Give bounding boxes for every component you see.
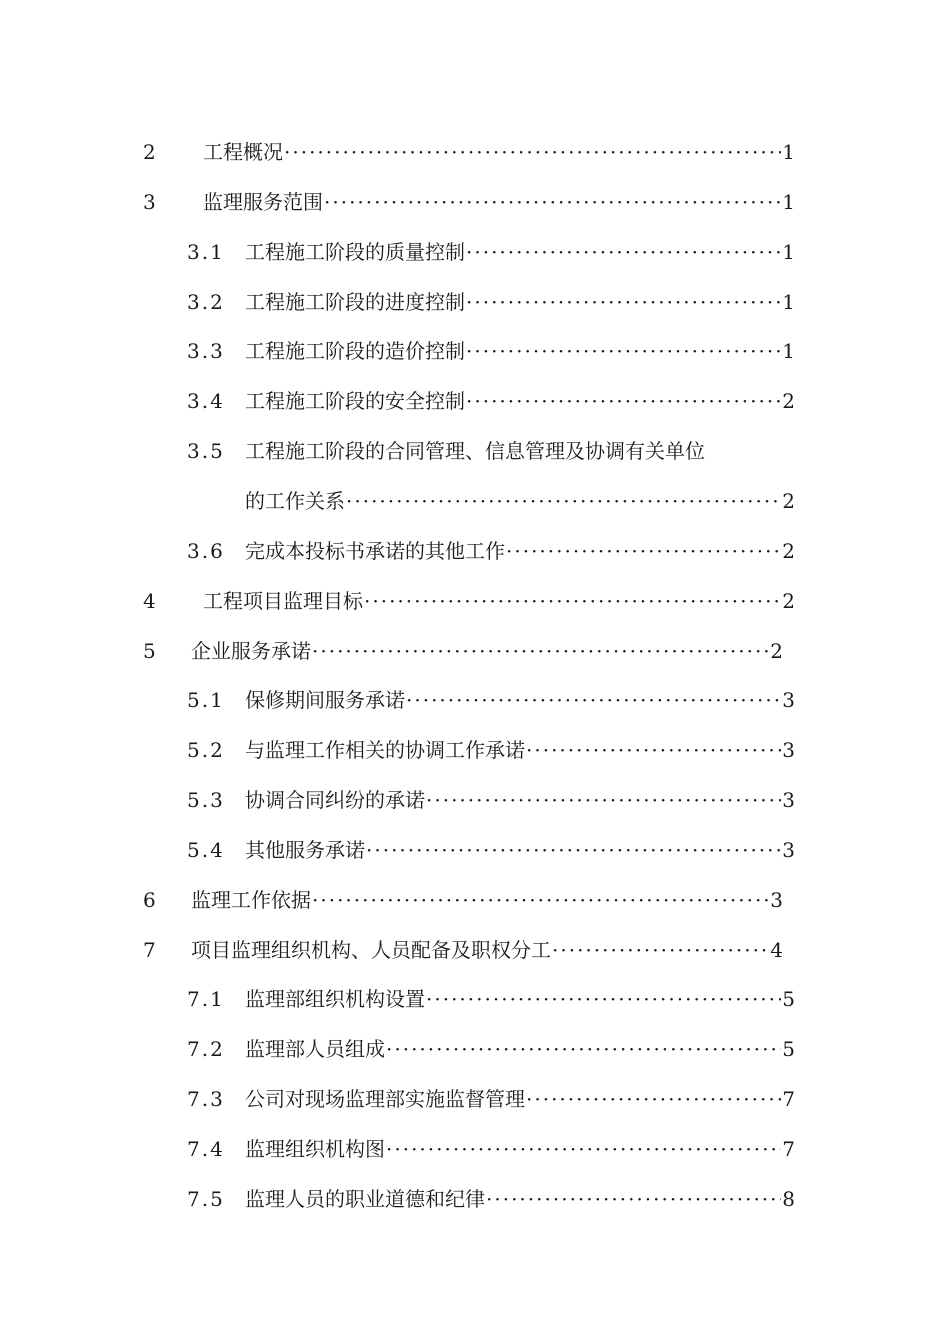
toc-entry-body xyxy=(245,1084,795,1114)
toc-entry-title: 监理工作依据 xyxy=(191,888,311,912)
toc-entry[interactable] xyxy=(0,785,950,815)
toc-entry-title: 工程施工阶段的造价控制 xyxy=(245,339,465,363)
toc-entry-number: 3.5 xyxy=(187,439,225,463)
toc-entry-number: 6 xyxy=(143,888,158,912)
toc-entry-number: 4 xyxy=(143,589,158,613)
toc-entry[interactable] xyxy=(0,636,950,666)
toc-entry-title: 工程概况 xyxy=(203,140,283,164)
toc-entry-body xyxy=(245,386,795,416)
toc-entry-body xyxy=(203,137,795,167)
toc-entry-body xyxy=(191,935,783,965)
toc-entry-title: 监理服务范围 xyxy=(203,190,323,214)
toc-entry-page: 3 xyxy=(782,688,795,712)
toc-entry-body xyxy=(245,835,795,865)
toc-entry-page: 2 xyxy=(782,539,795,563)
toc-entry-number: 3.4 xyxy=(187,389,225,413)
toc-entry[interactable] xyxy=(0,835,950,865)
toc-entry-title: 其他服务承诺 xyxy=(245,838,365,862)
toc-entry-number: 7.3 xyxy=(187,1087,225,1111)
toc-entry-page: 5 xyxy=(782,987,795,1011)
dot-leader xyxy=(426,785,781,815)
toc-entry[interactable] xyxy=(0,1034,950,1064)
toc-entry-page: 3 xyxy=(782,838,795,862)
toc-entry-body xyxy=(203,586,795,616)
dot-leader xyxy=(312,636,769,666)
toc-entry[interactable] xyxy=(0,336,950,366)
dot-leader xyxy=(426,984,781,1014)
toc-entry-body xyxy=(245,536,795,566)
toc-entry-body xyxy=(245,287,795,317)
toc-entry-body xyxy=(245,237,795,267)
toc-entry-title: 保修期间服务承诺 xyxy=(245,688,405,712)
toc-entry[interactable] xyxy=(0,436,950,466)
toc-entry-number: 5.2 xyxy=(187,738,225,762)
toc-entry[interactable] xyxy=(0,1084,950,1114)
toc-entry-body xyxy=(245,1184,795,1214)
toc-entry[interactable] xyxy=(0,1184,950,1214)
dot-leader xyxy=(364,586,781,616)
toc-entry-page: 3 xyxy=(782,788,795,812)
dot-leader xyxy=(466,336,781,366)
toc-entry[interactable] xyxy=(0,735,950,765)
toc-entry-page: 1 xyxy=(782,290,795,314)
toc-entry-title: 工程项目监理目标 xyxy=(203,589,363,613)
toc-entry[interactable] xyxy=(0,536,950,566)
dot-leader xyxy=(526,735,781,765)
toc-entry-page: 7 xyxy=(782,1087,795,1111)
toc-entry-page: 2 xyxy=(782,389,795,413)
toc-entry[interactable] xyxy=(0,187,950,217)
toc-entry-title: 监理部人员组成 xyxy=(245,1037,385,1061)
toc-entry-title: 工程施工阶段的安全控制 xyxy=(245,389,465,413)
toc-entry-page: 1 xyxy=(782,190,795,214)
toc-entry-title: 项目监理组织机构、人员配备及职权分工 xyxy=(191,938,551,962)
dot-leader xyxy=(466,287,781,317)
dot-leader xyxy=(486,1184,781,1214)
toc-entry-body xyxy=(191,636,783,666)
toc-entry[interactable] xyxy=(0,685,950,715)
dot-leader xyxy=(466,237,781,267)
dot-leader xyxy=(366,835,781,865)
toc-entry-body xyxy=(191,885,783,915)
toc-entry-number: 3 xyxy=(143,190,158,214)
toc-entry-body xyxy=(245,685,795,715)
toc-entry-page: 7 xyxy=(782,1137,795,1161)
toc-entry-number: 7 xyxy=(143,938,158,962)
toc-entry-number: 5 xyxy=(143,639,158,663)
toc-entry-page: 5 xyxy=(782,1037,795,1061)
toc-entry-title: 工程施工阶段的合同管理、信息管理及协调有关单位 xyxy=(245,439,705,463)
dot-leader xyxy=(506,536,781,566)
toc-entry-number: 7.2 xyxy=(187,1037,225,1061)
toc-entry-body xyxy=(245,336,795,366)
toc-entry-number: 3.6 xyxy=(187,539,225,563)
toc-entry-title: 公司对现场监理部实施监督管理 xyxy=(245,1087,525,1111)
toc-entry-page: 2 xyxy=(770,639,783,663)
toc-entry-number: 3.1 xyxy=(187,240,225,264)
toc-entry-title: 企业服务承诺 xyxy=(191,639,311,663)
toc-entry-page: 1 xyxy=(782,240,795,264)
toc-entry-continuation[interactable] xyxy=(0,486,950,516)
toc-entry-title: 与监理工作相关的协调工作承诺 xyxy=(245,738,525,762)
toc-entry-body xyxy=(245,1034,795,1064)
dot-leader xyxy=(406,685,781,715)
toc-entry-title: 监理部组织机构设置 xyxy=(245,987,425,1011)
toc-entry-body xyxy=(245,984,795,1014)
toc-entry-page: 3 xyxy=(782,738,795,762)
dot-leader xyxy=(526,1084,781,1114)
dot-leader xyxy=(552,935,769,965)
dot-leader xyxy=(284,137,781,167)
toc-entry-page: 1 xyxy=(782,140,795,164)
toc-entry-body xyxy=(203,187,795,217)
toc-entry[interactable] xyxy=(0,984,950,1014)
toc-entry-title: 工程施工阶段的质量控制 xyxy=(245,240,465,264)
toc-entry-number: 3.3 xyxy=(187,339,225,363)
toc-entry-body xyxy=(245,1134,795,1164)
toc-entry-title: 工程施工阶段的进度控制 xyxy=(245,290,465,314)
toc-entry[interactable] xyxy=(0,287,950,317)
toc-entry[interactable] xyxy=(0,935,950,965)
dot-leader xyxy=(386,1134,781,1164)
toc-entry-number: 5.4 xyxy=(187,838,225,862)
dot-leader xyxy=(386,1034,781,1064)
dot-leader xyxy=(466,386,781,416)
toc-entry-title: 完成本投标书承诺的其他工作 xyxy=(245,539,505,563)
toc-entry-page: 3 xyxy=(770,888,783,912)
dot-leader xyxy=(312,885,769,915)
toc-entry-number: 3.2 xyxy=(187,290,225,314)
toc-entry-number: 2 xyxy=(143,140,158,164)
toc-entry-number: 7.4 xyxy=(187,1137,225,1161)
toc-entry-number: 7.1 xyxy=(187,987,225,1011)
toc-entry-body xyxy=(245,735,795,765)
toc-entry-number: 7.5 xyxy=(187,1187,225,1211)
toc-entry-page: 1 xyxy=(782,339,795,363)
toc-entry[interactable] xyxy=(0,137,950,167)
toc-entry-page: 2 xyxy=(782,589,795,613)
toc-entry-body xyxy=(245,486,795,516)
toc-entry-title-continued: 的工作关系 xyxy=(245,489,345,513)
toc-entry[interactable] xyxy=(0,586,950,616)
toc-entry-number: 5.1 xyxy=(187,688,225,712)
toc-entry[interactable] xyxy=(0,1134,950,1164)
toc-entry-page: 8 xyxy=(782,1187,795,1211)
toc-entry-body xyxy=(245,785,795,815)
toc-entry-page: 4 xyxy=(770,938,783,962)
toc-entry-page: 2 xyxy=(782,489,795,513)
dot-leader xyxy=(346,486,781,516)
dot-leader xyxy=(324,187,781,217)
toc-entry[interactable] xyxy=(0,885,950,915)
toc-entry-title: 协调合同纠纷的承诺 xyxy=(245,788,425,812)
toc-entry-title: 监理人员的职业道德和纪律 xyxy=(245,1187,485,1211)
toc-entry[interactable] xyxy=(0,237,950,267)
toc-entry[interactable] xyxy=(0,386,950,416)
toc-entry-title: 监理组织机构图 xyxy=(245,1137,385,1161)
toc-entry-number: 5.3 xyxy=(187,788,225,812)
